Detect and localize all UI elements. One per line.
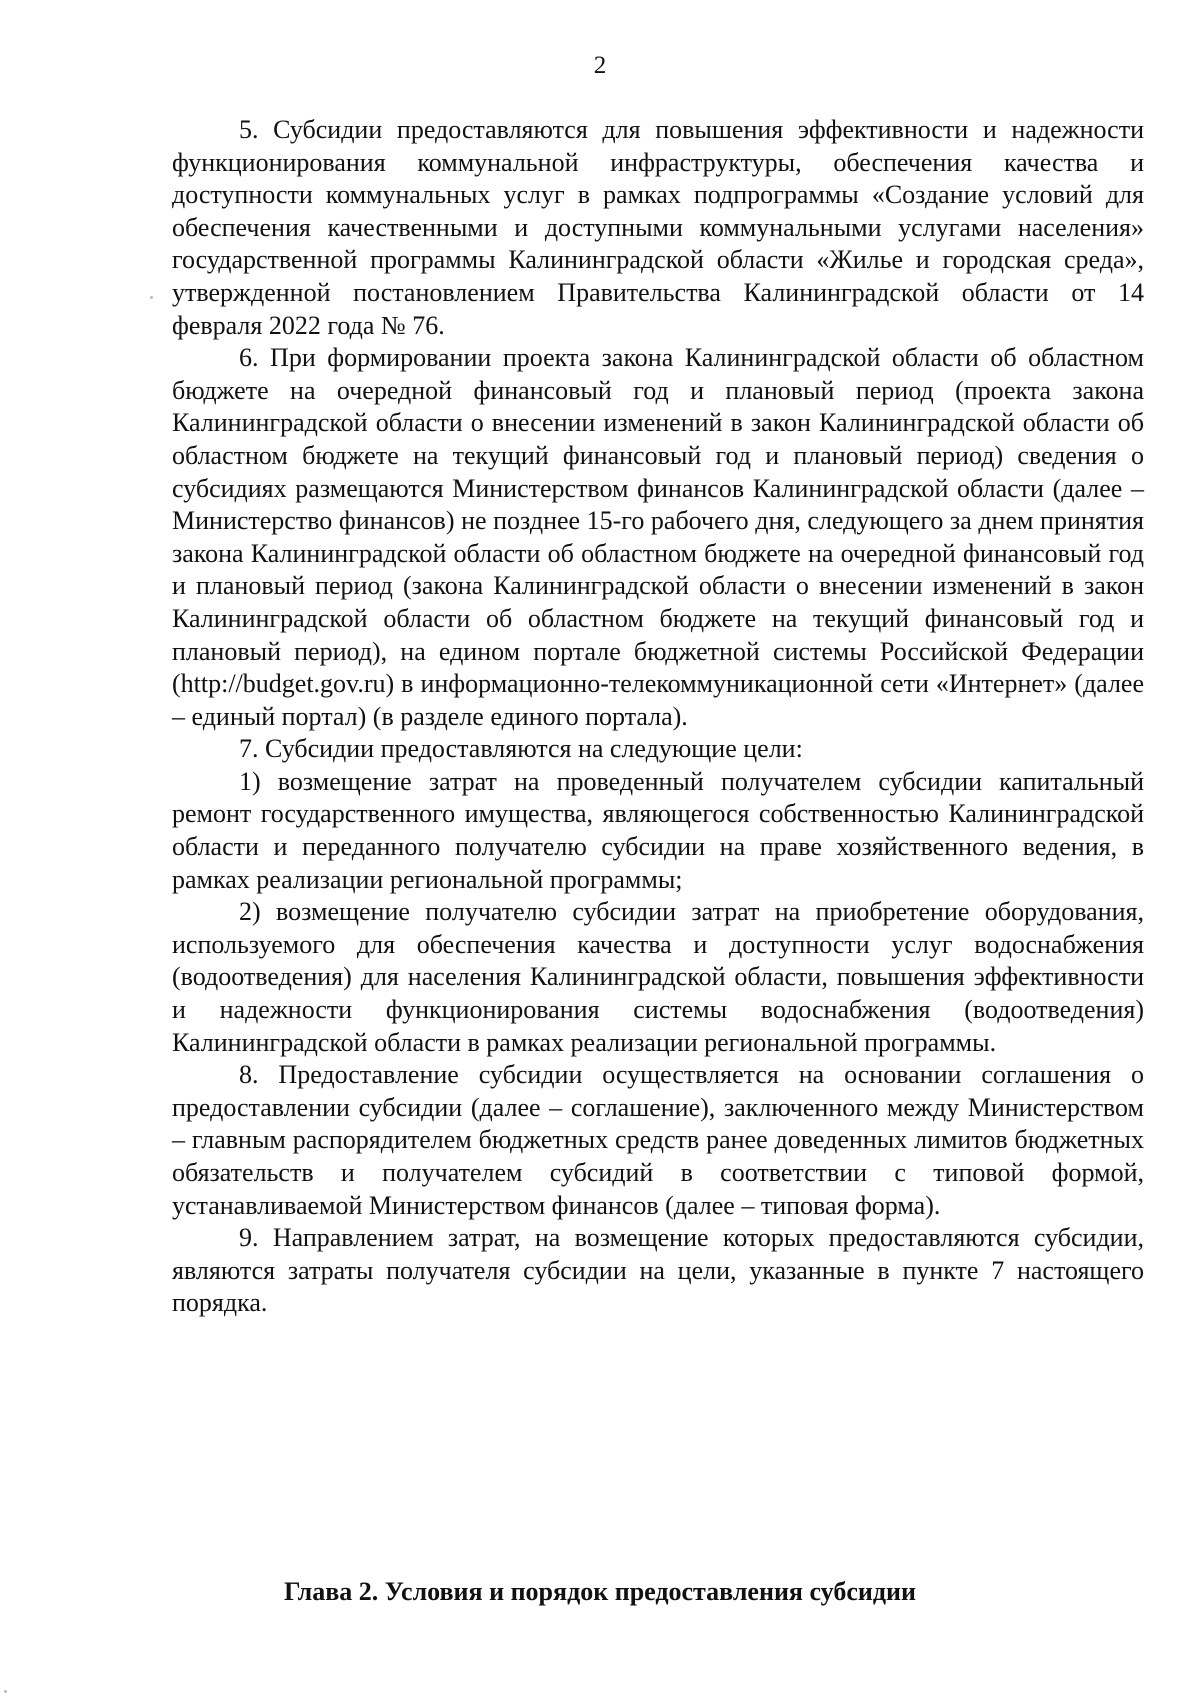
paragraph-7-item-2: 2) возмещение получателю субсидии затрат на приобретение оборудования, используемого для обеспечения качества и доступности услуг водоснабжения (водоотведения) для населения Калининградской области, повышения эффективности и надежности функционирования системы водоснабжения (водоотведения) Калининградской области в рамках реализации региональной программы. <box>172 897 1144 1057</box>
page-number: 2 <box>593 52 607 79</box>
paragraph-9: 9. Направлением затрат, на возмещение которых предоставляются субсидии, являются затраты получателя субсидии на цели, указанные в пункте 7 настоящего порядка. <box>172 1223 1144 1318</box>
document-body <box>172 114 1144 1320</box>
paragraph-7: 7. Субсидии предоставляются на следующие цели: <box>239 734 803 764</box>
paragraph-5: 5. Субсидии предоставляются для повышения эффективности и надежности функционирования коммунальной инфраструктуры, обеспечения качества и доступности коммунальных услуг в рамках подпрограммы «Создание условий для обеспечения качественными и доступными коммунальными услугами населения» государственной программы Калининградской области «Жилье и городская среда», утвержденной постановлением Правительства Калининградской области от 14 февраля 2022 года № 76. <box>172 115 1144 340</box>
paragraph-7-item-1: 1) возмещение затрат на проведенный получателем субсидии капитальный ремонт государственного имущества, являющегося собственностью Калининградской области и переданного получателю субсидии на праве хозяйственного ведения, в рамках реализации региональной программы; <box>172 766 1144 894</box>
scan-speck <box>150 296 153 299</box>
paragraph-8: 8. Предоставление субсидии осуществляется на основании соглашения о предоставлении субсидии (далее – соглашение), заключенного между Министерством – главным распорядителем бюджетных средств ранее доведенных лимитов бюджетных обязательств и получателем субсидий в соответствии с типовой формой, устанавливаемой Министерством финансов (далее – типовая форма). <box>172 1060 1144 1220</box>
scan-speck <box>4 1690 7 1693</box>
paragraph-6: 6. При формировании проекта закона Калининградской области об областном бюджете на очередной финансовый год и плановый период (проекта закона Калининградской области о внесении изменений в закон Калининградской области об областном бюджете на текущий финансовый год и плановый период) сведения о субсидиях размещаются Министерством финансов Калининградской области (далее – Министерство финансов) не позднее 15-го рабочего дня, следующего за днем принятия закона Калининградской области об областном бюджете на очередной финансовый год и плановый период (закона Калининградской области о внесении изменений в закон Калининградской области об областном бюджете на текущий финансовый год и плановый период), на едином портале бюджетной системы Российской Федерации (http://budget.gov.ru) в информационно-телекоммуникационной сети «Интернет» (далее – единый портал) (в разделе единого портала). <box>172 343 1144 731</box>
chapter-heading: Глава 2. Условия и порядок предоставления субсидии <box>284 1577 916 1606</box>
